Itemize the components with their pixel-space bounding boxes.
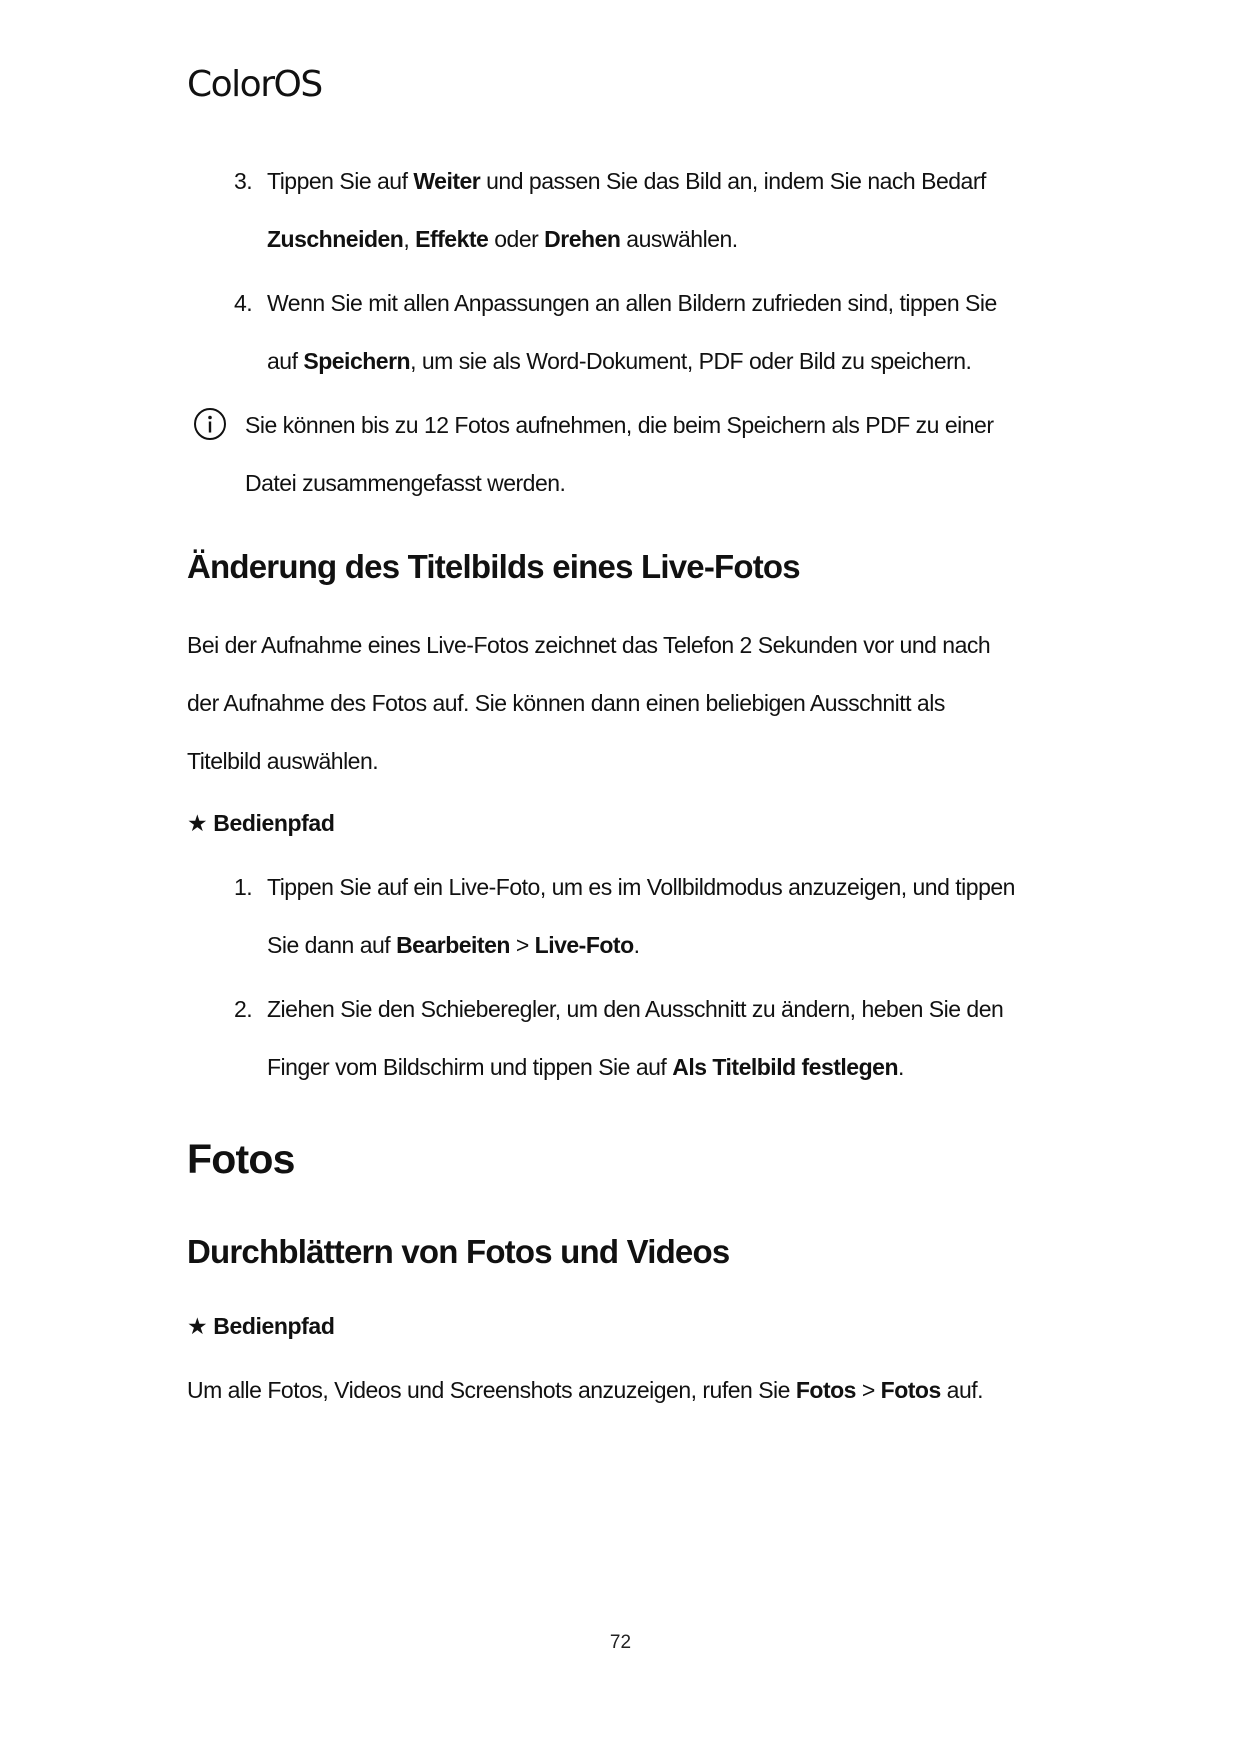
- bold-term: Live-Foto: [534, 932, 634, 958]
- step-line: Tippen Sie auf ein Live-Foto, um es im Vollbildmodus anzuzeigen, und tippen: [267, 874, 1015, 900]
- section-heading: Änderung des Titelbilds eines Live-Fotos: [187, 548, 800, 585]
- list-item: [234, 980, 1067, 1096]
- paragraph-line: Um alle Fotos, Videos und Screenshots anzuzeigen, rufen Sie Fotos > Fotos auf.: [187, 1377, 984, 1403]
- step-number: 1.: [234, 874, 253, 900]
- step-line: Tippen Sie auf Weiter und passen Sie das Bild an, indem Sie nach Bedarf: [267, 168, 986, 194]
- bold-term: Weiter: [413, 168, 481, 194]
- paragraph: [187, 616, 1067, 790]
- bold-term: Drehen: [544, 226, 621, 252]
- path-label-text: Bedienpfad: [213, 1313, 335, 1339]
- step-number: 2.: [234, 996, 253, 1022]
- star-icon: ★: [187, 1313, 208, 1339]
- info-note: [187, 396, 1067, 512]
- step-number: 4.: [234, 290, 253, 316]
- bold-term: Als Titelbild festlegen: [672, 1054, 898, 1080]
- step-number: 3.: [234, 168, 253, 194]
- step-line: auf Speichern, um sie als Word-Dokument, PDF oder Bild zu speichern.: [267, 348, 972, 374]
- note-line: Datei zusammengefasst werden.: [245, 470, 566, 496]
- paragraph: [187, 1361, 1067, 1419]
- chapter-heading: Fotos: [187, 1136, 295, 1182]
- step-line: Ziehen Sie den Schieberegler, um den Ausschnitt zu ändern, heben Sie den: [267, 996, 1004, 1022]
- bold-term: Bearbeiten: [396, 932, 510, 958]
- star-icon: ★: [187, 810, 208, 836]
- bold-term: Zuschneiden: [267, 226, 404, 252]
- list-item: [234, 274, 1067, 390]
- paragraph-line: Titelbild auswählen.: [187, 748, 379, 774]
- step-line: Sie dann auf Bearbeiten > Live-Foto.: [267, 932, 640, 958]
- operation-path-label: [187, 1297, 1067, 1355]
- paragraph-line: der Aufnahme des Fotos auf. Sie können dann einen beliebigen Ausschnitt als: [187, 690, 945, 716]
- bold-term: Speichern: [303, 348, 411, 374]
- operation-path-label: [187, 794, 1067, 852]
- step-line: Finger vom Bildschirm und tippen Sie auf Als Titelbild festlegen.: [267, 1054, 904, 1080]
- section-heading: Durchblättern von Fotos und Videos: [187, 1233, 730, 1270]
- coloros-logo: ColorOS: [187, 64, 322, 105]
- page-content: [187, 152, 1067, 1419]
- list-item: [234, 858, 1067, 974]
- step-line: Zuschneiden, Effekte oder Drehen auswählen.: [267, 226, 738, 252]
- page-number: 72: [609, 1632, 632, 1653]
- info-icon: [187, 396, 245, 454]
- note-line: Sie können bis zu 12 Fotos aufnehmen, die beim Speichern als PDF zu einer: [245, 412, 994, 438]
- list-item: [234, 152, 1067, 268]
- bold-term: Fotos: [795, 1377, 856, 1403]
- paragraph-line: Bei der Aufnahme eines Live-Fotos zeichnet das Telefon 2 Sekunden vor und nach: [187, 632, 991, 658]
- step-line: Wenn Sie mit allen Anpassungen an allen Bildern zufrieden sind, tippen Sie: [267, 290, 997, 316]
- bold-term: Fotos: [880, 1377, 941, 1403]
- bold-term: Effekte: [415, 226, 489, 252]
- path-label-text: Bedienpfad: [213, 810, 335, 836]
